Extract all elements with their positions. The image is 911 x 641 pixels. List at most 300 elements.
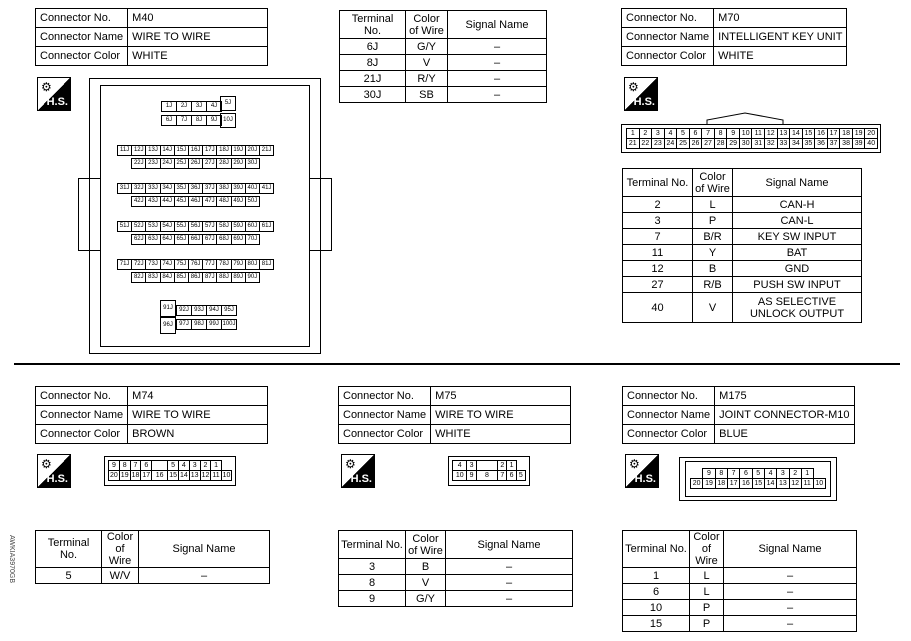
pin-cell: 64J xyxy=(160,234,175,245)
hs-label: H.S. xyxy=(350,473,372,485)
terminal-row xyxy=(623,616,857,632)
m40-left-tab xyxy=(78,178,100,251)
info-label: Connector No. xyxy=(36,387,128,406)
pin-cell: 67J xyxy=(202,234,217,245)
wire-color: P xyxy=(693,213,733,229)
header-terminal: Terminal No. xyxy=(340,11,406,39)
signal-name: – xyxy=(724,616,857,632)
connector-name: WIRE TO WIRE xyxy=(128,406,268,425)
connector-glyph-icon: ⚙ xyxy=(629,457,640,471)
harness-side-icon xyxy=(624,77,658,111)
pin-cell: 84J xyxy=(160,272,175,283)
terminal-row xyxy=(623,229,862,245)
pin-cell: 63J xyxy=(145,234,160,245)
pin-cell: 6 xyxy=(141,461,152,471)
pin-cell: 4 xyxy=(178,461,189,471)
pin-cell: 83J xyxy=(145,272,160,283)
pin-cell: 40J xyxy=(245,183,260,194)
pin-cell: 54J xyxy=(160,221,175,232)
terminal-row xyxy=(623,600,857,616)
pin-cell: 15 xyxy=(169,472,177,479)
pin-cell: 13J xyxy=(145,145,160,156)
pin-cell: 85J xyxy=(174,272,189,283)
header-wire: Color of Wire xyxy=(690,531,724,568)
pin-cell: 12 xyxy=(201,472,210,479)
pin-cell: 32 xyxy=(765,139,778,149)
pin-cell: 72J xyxy=(131,259,146,270)
pin-cell: 16 xyxy=(152,471,168,481)
wire-color: P xyxy=(690,616,724,632)
pin-cell: 81J xyxy=(259,259,274,270)
pin-gap xyxy=(813,469,825,479)
terminal-row xyxy=(623,213,862,229)
pin-cell: 10J xyxy=(220,113,236,128)
connector-number: M175 xyxy=(715,387,855,406)
m70-info-table xyxy=(621,8,847,66)
m74-terminal-table xyxy=(35,530,270,584)
terminal-number: 9 xyxy=(339,591,406,607)
pin-cell: 18 xyxy=(840,129,853,139)
pin-cell: 79J xyxy=(231,259,246,270)
wire-color: L xyxy=(690,568,724,584)
pin-cell: 4 xyxy=(764,469,776,479)
header-wire: Color of Wire xyxy=(406,531,446,559)
pin-cell: 12 xyxy=(765,129,778,139)
pin-cell: 10 xyxy=(813,479,825,489)
pin-cell: 5 xyxy=(168,461,179,471)
pin-cell: 5J xyxy=(220,96,236,111)
pin-cell: 19 xyxy=(703,479,715,489)
pin-cell: 26 xyxy=(689,139,702,149)
pin-cell: 1 xyxy=(211,461,221,471)
pin-cell: 16 xyxy=(740,479,752,489)
pin-cell: 5 xyxy=(677,129,690,139)
pin-cell: 87J xyxy=(202,272,217,283)
pin-cell: 6 xyxy=(740,469,752,479)
terminal-number: 8J xyxy=(340,55,406,71)
pin-cell: 17 xyxy=(827,129,840,139)
connector-color: WHITE xyxy=(431,425,571,444)
pin-cell: 15 xyxy=(802,129,815,139)
connector-number: M70 xyxy=(714,9,847,28)
terminal-row xyxy=(623,197,862,213)
pin-cell: 7 xyxy=(727,469,739,479)
pin-cell: 34 xyxy=(790,139,803,149)
terminal-row xyxy=(339,575,573,591)
m40-terminal-table xyxy=(339,10,547,103)
pin-cell: 45J xyxy=(174,196,189,207)
wire-color: SB xyxy=(406,87,448,103)
wire-color: R/Y xyxy=(406,71,448,87)
connector-glyph-icon: ⚙ xyxy=(41,80,52,94)
pin-cell: 13 xyxy=(190,472,199,479)
pin-cell: 82J xyxy=(131,272,146,283)
pin-cell: 97J xyxy=(176,319,192,330)
wire-color: B xyxy=(693,261,733,277)
signal-name: – xyxy=(446,559,573,575)
pin-row xyxy=(691,469,826,479)
pin-gap xyxy=(691,469,703,479)
harness-side-icon xyxy=(625,454,659,488)
pin-cell: 18 xyxy=(715,479,727,489)
signal-name: KEY SW INPUT xyxy=(733,229,862,245)
pin-cell: 70J xyxy=(245,234,260,245)
info-label: Connector Name xyxy=(36,28,128,47)
signal-name: CAN-H xyxy=(733,197,862,213)
pin-cell: 11J xyxy=(117,145,132,156)
pin-cell: 4 xyxy=(664,129,677,139)
pin-cell: 6J xyxy=(161,115,177,126)
pin-row xyxy=(691,479,826,489)
pin-cell: 39J xyxy=(231,183,246,194)
pin-cell: 53J xyxy=(145,221,160,232)
pin-cell: 77J xyxy=(202,259,217,270)
info-label: Connector No. xyxy=(623,387,715,406)
pin-cell: 14 xyxy=(764,479,776,489)
pin-cell: 16 xyxy=(815,129,828,139)
wire-color: W/V xyxy=(102,568,139,584)
pin-cell: 49J xyxy=(231,196,246,207)
info-label: Connector Color xyxy=(36,425,128,444)
connector-glyph-icon: ⚙ xyxy=(345,457,356,471)
pin-cell: 29J xyxy=(231,158,246,169)
m75-info-table xyxy=(338,386,571,444)
info-label: Connector Name xyxy=(623,406,715,425)
pin-row xyxy=(453,461,526,471)
pin-cell: 14 xyxy=(179,472,188,479)
wire-color: G/Y xyxy=(406,39,448,55)
hs-label: H.S. xyxy=(634,473,656,485)
terminal-number: 8 xyxy=(339,575,406,591)
pin-cell: 86J xyxy=(188,272,203,283)
pin-cell: 71J xyxy=(117,259,132,270)
section-divider xyxy=(14,363,900,365)
terminal-row xyxy=(623,245,862,261)
pin-cell: 35 xyxy=(802,139,815,149)
terminal-row xyxy=(36,568,270,584)
terminal-number: 1 xyxy=(623,568,690,584)
pin-cell: 11 xyxy=(752,129,765,139)
pin-row xyxy=(627,129,878,139)
pin-row xyxy=(627,139,878,149)
m175-terminal-table xyxy=(622,530,857,632)
pin-cell: 93J xyxy=(191,305,207,316)
pin-cell: 8 xyxy=(119,461,130,471)
m40-right-tab xyxy=(310,178,332,251)
pin-cell: 66J xyxy=(188,234,203,245)
m74-info-table xyxy=(35,386,268,444)
pin-cell: 34J xyxy=(160,183,175,194)
pin-cell: 38J xyxy=(216,183,231,194)
signal-name: – xyxy=(448,71,547,87)
pin-cell: 17 xyxy=(142,472,151,479)
pin-cell: 2 xyxy=(789,469,801,479)
pin-cell: 18 xyxy=(131,472,140,479)
figure-code: AWKIA3970GB xyxy=(8,535,15,583)
pin-cell: 13 xyxy=(777,479,789,489)
signal-name: PUSH SW INPUT xyxy=(733,277,862,293)
harness-side-icon xyxy=(37,454,71,488)
wire-color: V xyxy=(693,293,733,323)
header-wire: Color of Wire xyxy=(102,531,139,568)
header-signal: Signal Name xyxy=(448,11,547,39)
wire-color: V xyxy=(406,575,446,591)
connector-color: BLUE xyxy=(715,425,855,444)
pin-cell: 25 xyxy=(677,139,690,149)
signal-name: – xyxy=(448,87,547,103)
pin-cell: 48J xyxy=(216,196,231,207)
pin-cell: 94J xyxy=(206,305,222,316)
pin-cell: 2 xyxy=(639,129,652,139)
terminal-row xyxy=(339,559,573,575)
info-label: Connector Color xyxy=(623,425,715,444)
signal-name: GND xyxy=(733,261,862,277)
pin-cell: 17J xyxy=(202,145,217,156)
connector-name: WIRE TO WIRE xyxy=(431,406,571,425)
pin-cell: 65J xyxy=(174,234,189,245)
terminal-number: 2 xyxy=(623,197,693,213)
signal-name: – xyxy=(724,584,857,600)
pin-cell: 60J xyxy=(245,221,260,232)
pin-cell: 22 xyxy=(639,139,652,149)
m75-pin-grid xyxy=(452,460,526,481)
terminal-row xyxy=(340,87,547,103)
signal-name: – xyxy=(139,568,270,584)
lock-slot xyxy=(476,461,497,471)
terminal-row xyxy=(340,71,547,87)
pin-cell: 36 xyxy=(815,139,828,149)
header-signal: Signal Name xyxy=(139,531,270,568)
info-label: Connector Name xyxy=(622,28,714,47)
info-label: Connector No. xyxy=(622,9,714,28)
pin-cell: 28 xyxy=(714,139,727,149)
info-label: Connector Color xyxy=(36,47,128,66)
pin-cell: 1 xyxy=(801,469,813,479)
pin-cell: 29 xyxy=(727,139,740,149)
pin-cell: 41J xyxy=(259,183,274,194)
pin-cell: 61J xyxy=(259,221,274,232)
pin-cell: 1 xyxy=(507,461,516,471)
pin-cell: 27 xyxy=(702,139,715,149)
info-label: Connector Name xyxy=(36,406,128,425)
pin-cell: 100J xyxy=(221,319,237,330)
pin-cell: 5 xyxy=(516,471,525,481)
wire-color: R/B xyxy=(693,277,733,293)
terminal-number: 27 xyxy=(623,277,693,293)
pin-cell: 58J xyxy=(216,221,231,232)
hs-label: H.S. xyxy=(46,473,68,485)
pin-cell: 69J xyxy=(231,234,246,245)
m74-pin-grid xyxy=(108,460,232,481)
pin-cell: 2 xyxy=(200,461,211,471)
header-signal: Signal Name xyxy=(733,169,862,197)
pin-cell: 11 xyxy=(801,479,813,489)
m175-pin-grid xyxy=(690,468,826,489)
pin-cell: 12 xyxy=(789,479,801,489)
pin-cell: 15 xyxy=(752,479,764,489)
pin-cell: 24J xyxy=(160,158,175,169)
pin-cell: 40 xyxy=(865,139,878,149)
terminal-number: 5 xyxy=(36,568,102,584)
info-label: Connector Color xyxy=(339,425,431,444)
m70-pin-grid xyxy=(626,128,878,149)
signal-name: – xyxy=(448,55,547,71)
pin-cell: 30 xyxy=(739,139,752,149)
pin-cell: 9 xyxy=(109,461,120,471)
pin-cell: 4 xyxy=(453,461,467,471)
wire-color: B/R xyxy=(693,229,733,245)
pin-cell: 88J xyxy=(216,272,231,283)
pin-cell: 27J xyxy=(202,158,217,169)
pin-cell: 21 xyxy=(627,139,640,149)
pin-cell: 6 xyxy=(689,129,702,139)
pin-cell: 44J xyxy=(160,196,175,207)
pin-cell: 3 xyxy=(189,461,200,471)
pin-cell: 39 xyxy=(852,139,865,149)
pin-cell: 20 xyxy=(865,129,878,139)
connector-color: BROWN xyxy=(128,425,268,444)
pin-cell: 22J xyxy=(131,158,146,169)
signal-name: – xyxy=(724,568,857,584)
header-terminal: Terminal No. xyxy=(623,531,690,568)
header-terminal: Terminal No. xyxy=(36,531,102,568)
terminal-number: 21J xyxy=(340,71,406,87)
pin-cell: 14J xyxy=(160,145,175,156)
terminal-row xyxy=(340,39,547,55)
pin-cell: 73J xyxy=(145,259,160,270)
wire-color: B xyxy=(406,559,446,575)
pin-cell: 50J xyxy=(245,196,260,207)
pin-cell: 23J xyxy=(145,158,160,169)
info-label: Connector No. xyxy=(36,9,128,28)
pin-cell: 92J xyxy=(176,305,192,316)
pin-cell: 19 xyxy=(120,472,129,479)
pin-cell: 95J xyxy=(221,305,237,316)
pin-cell: 25J xyxy=(174,158,189,169)
pin-cell: 3 xyxy=(652,129,665,139)
pin-cell: 20J xyxy=(245,145,260,156)
header-signal: Signal Name xyxy=(446,531,573,559)
pin-cell: 5 xyxy=(752,469,764,479)
hs-label: H.S. xyxy=(633,96,655,108)
pin-cell: 51J xyxy=(117,221,132,232)
pin-cell: 37J xyxy=(202,183,217,194)
terminal-row xyxy=(623,277,862,293)
connector-glyph-icon: ⚙ xyxy=(628,80,639,94)
pin-cell: 33J xyxy=(145,183,160,194)
pin-cell: 16J xyxy=(188,145,203,156)
pin-cell: 10 xyxy=(739,129,752,139)
wire-color: V xyxy=(406,55,448,71)
header-signal: Signal Name xyxy=(724,531,857,568)
pin-cell: 21J xyxy=(259,145,274,156)
signal-name: – xyxy=(448,39,547,55)
connector-glyph-icon: ⚙ xyxy=(41,457,52,471)
terminal-number: 11 xyxy=(623,245,693,261)
pin-cell: 2 xyxy=(498,461,507,471)
terminal-number: 6J xyxy=(340,39,406,55)
pin-cell: 20 xyxy=(110,472,118,479)
pin-cell: 7 xyxy=(702,129,715,139)
pin-cell: 1J xyxy=(161,101,177,112)
terminal-number: 3 xyxy=(623,213,693,229)
signal-name: – xyxy=(446,591,573,607)
pin-row xyxy=(453,471,526,481)
pin-cell: 7 xyxy=(498,471,507,481)
pin-cell: 9 xyxy=(467,471,476,481)
header-wire: Color of Wire xyxy=(693,169,733,197)
pin-cell: 96J xyxy=(160,317,176,334)
pin-cell: 52J xyxy=(131,221,146,232)
connector-color: WHITE xyxy=(714,47,847,66)
pin-cell: 20 xyxy=(691,479,703,489)
signal-name: – xyxy=(724,600,857,616)
pin-cell: 17 xyxy=(727,479,739,489)
pin-cell: 90J xyxy=(245,272,260,283)
connector-name: WIRE TO WIRE xyxy=(128,28,268,47)
signal-name: BAT xyxy=(733,245,862,261)
header-wire: Color of Wire xyxy=(406,11,448,39)
pin-cell: 11 xyxy=(212,472,220,479)
pin-cell: 38 xyxy=(840,139,853,149)
terminal-number: 6 xyxy=(623,584,690,600)
connector-number: M75 xyxy=(431,387,571,406)
terminal-number: 40 xyxy=(623,293,693,323)
connector-number: M74 xyxy=(128,387,268,406)
pin-cell: 19J xyxy=(231,145,246,156)
connector-name: INTELLIGENT KEY UNIT xyxy=(714,28,847,47)
header-terminal: Terminal No. xyxy=(623,169,693,197)
terminal-row xyxy=(623,261,862,277)
pin-cell: 10 xyxy=(222,472,231,479)
terminal-number: 10 xyxy=(623,600,690,616)
pin-cell: 18J xyxy=(216,145,231,156)
hs-label: H.S. xyxy=(46,96,68,108)
pin-cell: 74J xyxy=(160,259,175,270)
pin-cell: 2J xyxy=(176,101,192,112)
pin-cell: 12J xyxy=(131,145,146,156)
pin-cell: 24 xyxy=(664,139,677,149)
harness-side-icon xyxy=(37,77,71,111)
pin-cell: 46J xyxy=(188,196,203,207)
pin-cell: 33 xyxy=(777,139,790,149)
pin-cell: 3 xyxy=(467,461,476,471)
pin-cell: 8 xyxy=(715,469,727,479)
pin-cell: 98J xyxy=(191,319,207,330)
pin-cell: 9 xyxy=(727,129,740,139)
pin-cell: 28J xyxy=(216,158,231,169)
wire-color: G/Y xyxy=(406,591,446,607)
pin-cell: 59J xyxy=(231,221,246,232)
terminal-row xyxy=(623,568,857,584)
pin-row xyxy=(109,471,232,481)
wire-color: L xyxy=(690,584,724,600)
pin-cell: 55J xyxy=(174,221,189,232)
pin-cell: 9 xyxy=(703,469,715,479)
pin-cell: 57J xyxy=(202,221,217,232)
pin-cell: 23 xyxy=(652,139,665,149)
pin-cell: 26J xyxy=(188,158,203,169)
pin-cell: 14 xyxy=(790,129,803,139)
pin-cell: 10 xyxy=(453,471,467,481)
m70-terminal-table xyxy=(622,168,862,323)
pin-cell: 37 xyxy=(827,139,840,149)
pin-cell: 19 xyxy=(852,129,865,139)
terminal-number: 12 xyxy=(623,261,693,277)
m75-terminal-table xyxy=(338,530,573,607)
wire-color: L xyxy=(693,197,733,213)
pin-cell: 42J xyxy=(131,196,146,207)
